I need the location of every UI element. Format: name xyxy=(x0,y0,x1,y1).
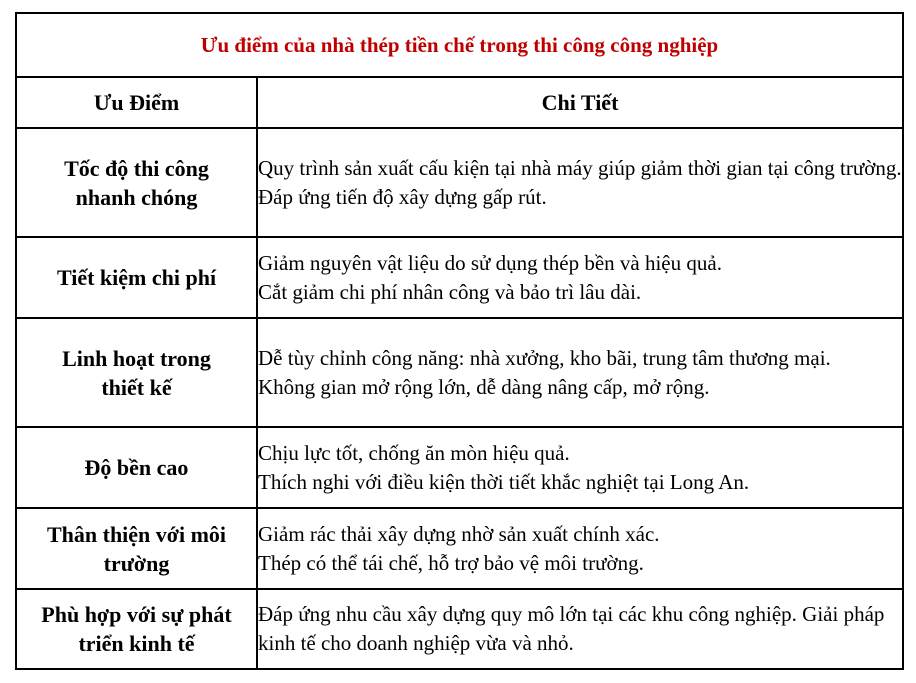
detail-line: Chịu lực tốt, chống ăn mòn hiệu quả. xyxy=(258,440,570,465)
table-row xyxy=(16,589,903,669)
detail-cell xyxy=(257,128,903,237)
table-title: Ưu điểm của nhà thép tiền chế trong thi công công nghiệp xyxy=(16,13,903,77)
header-advantage: Ưu Điểm xyxy=(16,77,257,128)
detail-line: Quy trình sản xuất cấu kiện tại nhà máy giúp giảm thời gian tại công trường. xyxy=(258,155,902,180)
header-row xyxy=(16,77,903,128)
advantage-cell: Linh hoạt trong thiết kế xyxy=(16,318,257,427)
detail-cell xyxy=(257,427,903,508)
detail-line: Cắt giảm chi phí nhân công và bảo trì lâu dài. xyxy=(258,279,642,304)
advantage-cell: Tiết kiệm chi phí xyxy=(16,237,257,318)
detail-line: Giảm rác thải xây dựng nhờ sản xuất chính xác. xyxy=(258,521,660,546)
detail-cell xyxy=(257,318,903,427)
detail-line: Thích nghi với điều kiện thời tiết khắc nghiệt tại Long An. xyxy=(258,469,750,494)
table-row xyxy=(16,318,903,427)
advantage-cell: Phù hợp với sự phát triển kinh tế xyxy=(16,589,257,669)
title-row xyxy=(16,13,903,77)
detail-line: Giảm nguyên vật liệu do sử dụng thép bền và hiệu quả. xyxy=(258,250,722,275)
advantage-cell: Tốc độ thi công nhanh chóng xyxy=(16,128,257,237)
detail-cell xyxy=(257,589,903,669)
detail-cell xyxy=(257,508,903,589)
table-row xyxy=(16,427,903,508)
detail-line: Đáp ứng nhu cầu xây dựng quy mô lớn tại các khu công nghiệp. Giải pháp kinh tế cho doanh nghiệp vừa và nhỏ. xyxy=(258,602,885,655)
advantage-cell: Thân thiện với môi trường xyxy=(16,508,257,589)
detail-line: Dễ tùy chỉnh công năng: nhà xưởng, kho bãi, trung tâm thương mại. xyxy=(258,345,831,370)
advantage-cell: Độ bền cao xyxy=(16,427,257,508)
header-detail: Chi Tiết xyxy=(257,77,903,128)
table-row xyxy=(16,128,903,237)
detail-line: Thép có thể tái chế, hỗ trợ bảo vệ môi trường. xyxy=(258,550,644,575)
detail-line: Không gian mở rộng lớn, dễ dàng nâng cấp, mở rộng. xyxy=(258,374,710,399)
detail-cell xyxy=(257,237,903,318)
detail-line: Đáp ứng tiến độ xây dựng gấp rút. xyxy=(258,184,547,209)
advantages-table xyxy=(15,12,904,670)
table-row xyxy=(16,508,903,589)
table-row xyxy=(16,237,903,318)
